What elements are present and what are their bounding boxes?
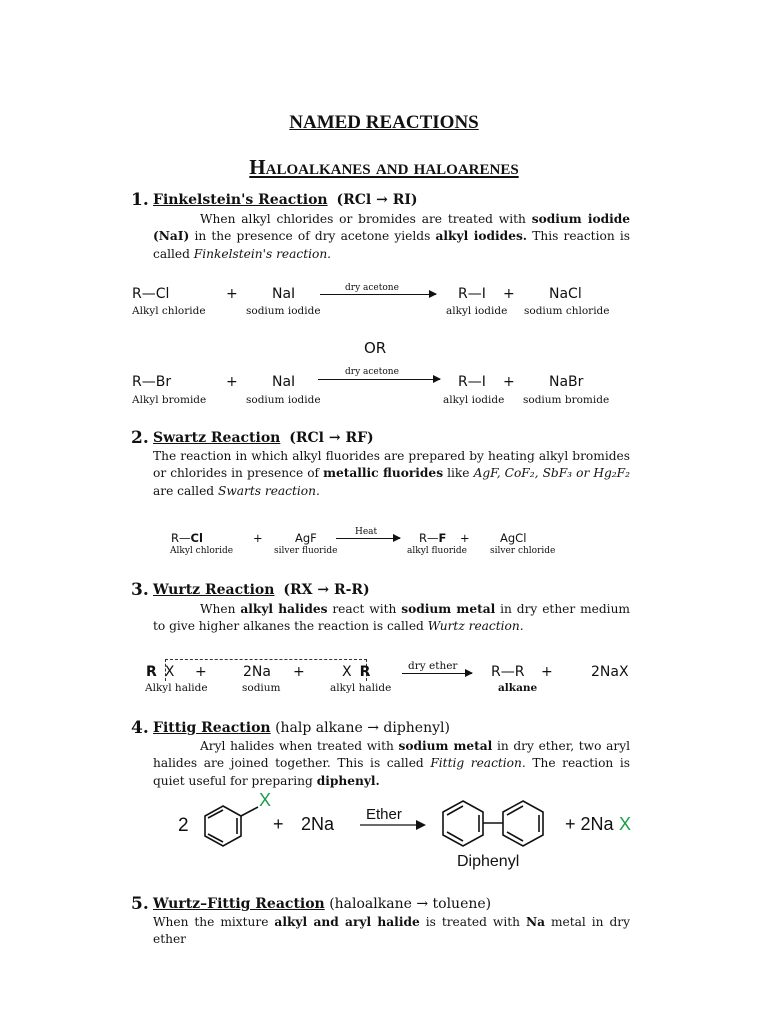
italic-text: Swarts reaction. bbox=[217, 483, 320, 498]
wurtz-label-r2: sodium bbox=[242, 682, 281, 694]
bold-text: sodium iodide (NaI) bbox=[153, 212, 631, 244]
bold-text: Cl bbox=[190, 531, 203, 545]
text: When the mixture bbox=[153, 915, 275, 929]
section-2-number: 2. bbox=[131, 428, 149, 448]
italic-text: Wurtz reaction. bbox=[427, 619, 524, 634]
eq1-condition: dry acetone bbox=[345, 283, 399, 293]
section-3-formula: (RX → R-R) bbox=[283, 582, 370, 598]
fittig-byproduct: + 2Na bbox=[565, 814, 614, 834]
bold-text: sodium metal bbox=[398, 739, 493, 753]
or-text: OR bbox=[364, 339, 387, 357]
section-2-formula: (RCl → RF) bbox=[289, 430, 374, 446]
fittig-diagram bbox=[170, 788, 640, 873]
bold-text: R bbox=[146, 664, 157, 680]
text: is treated with bbox=[419, 915, 526, 929]
eq1-plus-2: + bbox=[503, 286, 515, 302]
wurtz-reactant-3 bbox=[342, 664, 370, 680]
section-3-number: 3. bbox=[131, 580, 149, 600]
eq1-label-p2: sodium chloride bbox=[524, 305, 610, 317]
text: This reaction is called bbox=[153, 229, 630, 261]
fittig-byproduct-halogen: X bbox=[619, 814, 632, 834]
text: The reaction in which alkyl fluorides are prepared by heating alkyl bromides or chlorides in presence of bbox=[153, 449, 630, 481]
eq2-plus-1: + bbox=[226, 374, 238, 390]
eq2-plus-2: + bbox=[503, 374, 515, 390]
swartz-product-2: AgCl bbox=[500, 531, 527, 545]
eq2-label-r1: Alkyl bromide bbox=[132, 394, 207, 406]
text: in the presence of dry acetone yields bbox=[189, 229, 436, 244]
italic-text: Fittig reaction bbox=[430, 756, 522, 771]
eq2-label-r2: sodium iodide bbox=[246, 394, 321, 406]
section-1-formula: (RCl → RI) bbox=[336, 192, 418, 208]
swartz-arrow bbox=[336, 538, 400, 539]
fittig-plus-1: + bbox=[273, 814, 284, 834]
section-4-heading bbox=[153, 720, 450, 736]
section-1-number: 1. bbox=[131, 190, 149, 210]
swartz-label-p2: silver chloride bbox=[490, 546, 556, 556]
wurtz-arrow bbox=[402, 673, 472, 674]
wurtz-product-2: 2NaX bbox=[591, 664, 629, 680]
section-1-paragraph bbox=[153, 211, 630, 263]
eq1-label-p1: alkyl iodide bbox=[446, 305, 508, 317]
section-1-heading bbox=[153, 192, 418, 208]
text: . The reaction is quiet useful for preparing bbox=[153, 756, 631, 788]
wurtz-label-r1: Alkyl halide bbox=[145, 682, 208, 694]
section-5-heading bbox=[153, 896, 491, 912]
bold-text: alkyl and aryl halide bbox=[274, 915, 420, 929]
eq1-arrow bbox=[320, 294, 436, 295]
swartz-reactant-1 bbox=[171, 531, 203, 545]
eq2-arrow bbox=[318, 379, 440, 380]
section-4-name: Fittig Reaction bbox=[153, 720, 271, 736]
section-3-name: Wurtz Reaction bbox=[153, 582, 275, 598]
fittig-coefficient: 2 bbox=[178, 815, 189, 836]
eq2-condition: dry acetone bbox=[345, 367, 399, 377]
eq1-reactant-1: R—Cl bbox=[132, 286, 170, 302]
benzene-ring-icon bbox=[205, 806, 258, 846]
page-title: NAMED REACTIONS bbox=[289, 112, 479, 133]
eq1-label-r1: Alkyl chloride bbox=[132, 305, 206, 317]
wurtz-plus-3: + bbox=[541, 664, 553, 680]
text: R— bbox=[171, 531, 191, 545]
section-5-paragraph bbox=[153, 914, 630, 949]
text: are called bbox=[153, 483, 218, 498]
text: in dry ether medium to give higher alkanes the reaction is called bbox=[153, 602, 630, 634]
eq2-label-p2: sodium bromide bbox=[523, 394, 610, 406]
eq2-reactant-1: R—Br bbox=[132, 374, 172, 390]
wurtz-reactant-2: 2Na bbox=[243, 664, 271, 680]
eq1-product-1: R—I bbox=[458, 286, 486, 302]
fittig-condition: Ether bbox=[366, 806, 402, 823]
text: react with bbox=[327, 602, 402, 616]
eq2-product-1: R—I bbox=[458, 374, 486, 390]
wurtz-condition: dry ether bbox=[408, 660, 458, 672]
text: When bbox=[200, 602, 241, 616]
fittig-svg bbox=[170, 788, 640, 873]
section-3-heading bbox=[153, 582, 370, 598]
section-2-heading bbox=[153, 430, 374, 446]
text: Aryl halides when treated with bbox=[200, 739, 399, 753]
eq2-reactant-2: NaI bbox=[272, 374, 296, 390]
section-4-paragraph bbox=[153, 738, 630, 790]
section-4-formula: (halp alkane → diphenyl) bbox=[275, 720, 450, 736]
section-4-number: 4. bbox=[131, 718, 149, 738]
bold-text: alkyl halides bbox=[240, 602, 328, 616]
italic-text: Finkelstein's reaction. bbox=[193, 246, 332, 261]
swartz-reactant-2: AgF bbox=[295, 531, 317, 545]
eq2-product-2: NaBr bbox=[549, 374, 584, 390]
bold-text: Na bbox=[525, 915, 546, 929]
section-3-paragraph bbox=[153, 601, 630, 636]
section-5-formula: (haloalkane → toluene) bbox=[329, 896, 492, 912]
section-2-paragraph bbox=[153, 448, 630, 500]
bold-text: alkyl iodides. bbox=[435, 229, 528, 244]
section-2-name: Swartz Reaction bbox=[153, 430, 281, 446]
wurtz-product-1: R—R bbox=[491, 664, 525, 680]
eq1-plus-1: + bbox=[226, 286, 238, 302]
swartz-product-1 bbox=[419, 531, 446, 545]
swartz-condition: Heat bbox=[355, 527, 378, 537]
swartz-label-p1: alkyl fluoride bbox=[407, 546, 468, 556]
text: R— bbox=[419, 531, 439, 545]
bold-text: R bbox=[359, 664, 371, 680]
text: X bbox=[164, 664, 175, 680]
wurtz-label-r3: alkyl halide bbox=[330, 682, 392, 694]
wurtz-plus-2: + bbox=[293, 664, 305, 680]
eq1-label-r2: sodium iodide bbox=[246, 305, 321, 317]
swartz-plus-1: + bbox=[253, 531, 263, 545]
swartz-label-r2: silver fluoride bbox=[274, 546, 338, 556]
wurtz-reactant-1 bbox=[146, 664, 174, 680]
italic-text: AgF, CoF₂, SbF₃ or Hg₂F₂ bbox=[473, 466, 630, 481]
section-1-name: Finkelstein's Reaction bbox=[153, 192, 328, 208]
fittig-halogen: X bbox=[259, 790, 272, 810]
bold-text: diphenyl. bbox=[316, 773, 380, 788]
text: like bbox=[443, 466, 474, 481]
bold-text: sodium metal bbox=[401, 602, 496, 616]
section-5-name: Wurtz–Fittig Reaction bbox=[153, 896, 325, 912]
eq1-reactant-2: NaI bbox=[272, 286, 296, 302]
bold-text: metallic fluorides bbox=[323, 466, 444, 481]
text: X bbox=[342, 664, 352, 680]
wurtz-plus-1: + bbox=[195, 664, 207, 680]
page-subtitle: Haloalkanes and haloarenes bbox=[249, 155, 519, 179]
fittig-product-label: Diphenyl bbox=[457, 853, 520, 870]
bold-text: F bbox=[438, 531, 447, 545]
diphenyl-icon bbox=[443, 801, 543, 846]
text: in dry ether, two aryl halides are joined together. This is called bbox=[153, 739, 630, 771]
swartz-label-r1: Alkyl chloride bbox=[170, 546, 234, 556]
wurtz-label-p1: alkane bbox=[498, 682, 538, 694]
swartz-plus-2: + bbox=[460, 531, 470, 545]
section-5-number: 5. bbox=[131, 894, 149, 914]
eq2-label-p1: alkyl iodide bbox=[443, 394, 505, 406]
text: metal in dry ether bbox=[153, 915, 631, 947]
eq1-product-2: NaCl bbox=[549, 286, 582, 302]
text: When alkyl chlorides or bromides are treated with bbox=[200, 212, 532, 226]
fittig-reactant-2: 2Na bbox=[301, 814, 335, 834]
